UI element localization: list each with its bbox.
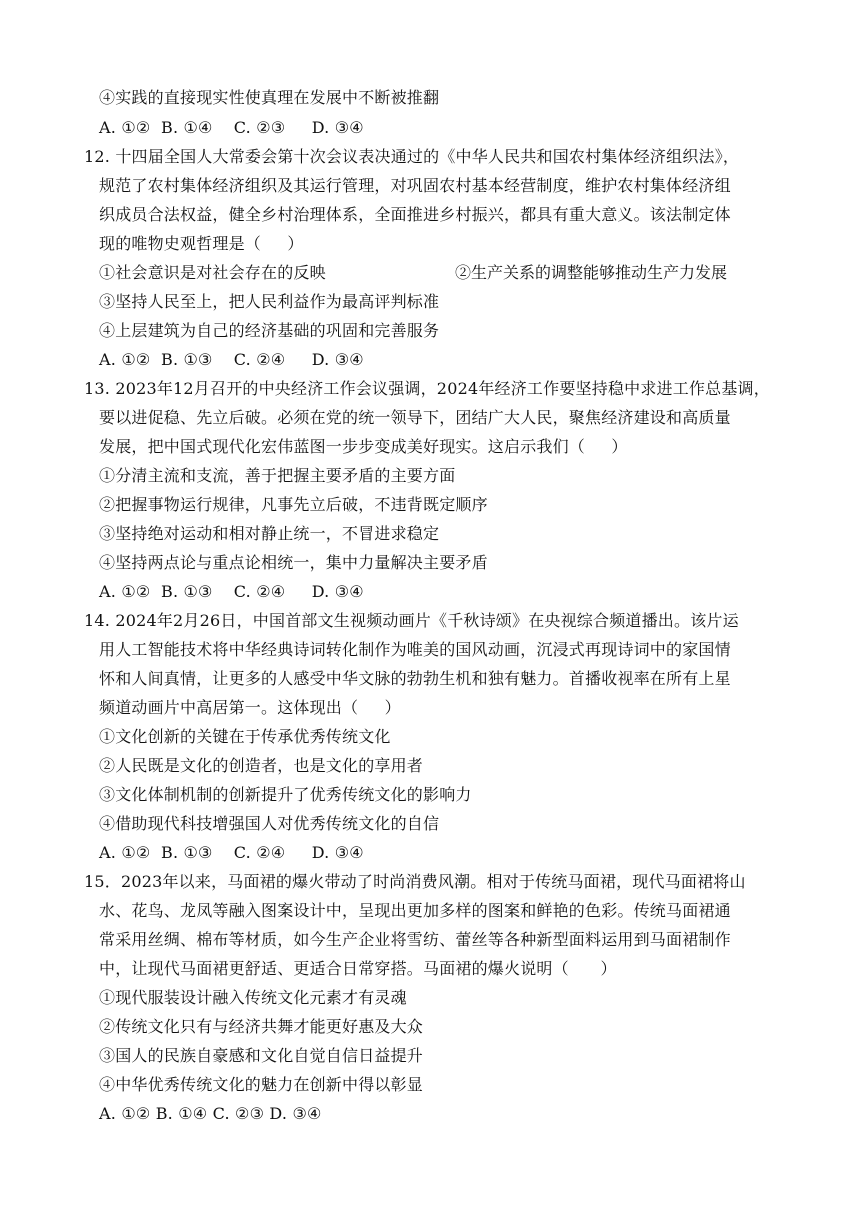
q13-answer-choices: A. ①② B. ①③ C. ②④ D. ③④ — [99, 582, 364, 601]
q15-stem-line-1: 15．2023年以来，马面裙的爆火带动了时尚消费风潮。相对于传统马面裙，现代马面裙将山 — [84, 872, 746, 891]
q14-option-2: ②人民既是文化的创造者，也是文化的享用者 — [99, 756, 424, 775]
q13-stem-line-2: 要以进促稳、先立后破。必须在党的统一领导下，团结广大人民，聚焦经济建设和高质量 — [99, 408, 731, 427]
q13-stem-line-3: 发展，把中国式现代化宏伟蓝图一步步变成美好现实。这启示我们（ ） — [99, 437, 628, 456]
q15-option-3: ③国人的民族自豪感和文化自觉自信日益提升 — [99, 1046, 424, 1065]
q12-answer-choices: A. ①② B. ①③ C. ②④ D. ③④ — [99, 350, 364, 369]
q12-option-2: ②生产关系的调整能够推动生产力发展 — [455, 263, 728, 282]
q14-option-1: ①文化创新的关键在于传承优秀传统文化 — [99, 727, 391, 746]
q14-option-4: ④借助现代科技增强国人对优秀传统文化的自信 — [99, 814, 440, 833]
q13-option-4: ④坚持两点论与重点论相统一，集中力量解决主要矛盾 — [99, 553, 488, 572]
q15-stem-line-3: 常采用丝绸、棉布等材质，如今生产企业将雪纺、蕾丝等各种新型面料运用到马面裙制作 — [99, 930, 731, 949]
q15-stem-line-2: 水、花鸟、龙凤等融入图案设计中，呈现出更加多样的图案和鲜艳的色彩。传统马面裙通 — [99, 901, 731, 920]
q12-stem-line-3: 织成员合法权益，健全乡村治理体系，全面推进乡村振兴，都具有重大意义。该法制定体 — [99, 205, 731, 224]
q12-option-1: ①社会意识是对社会存在的反映 — [99, 263, 326, 282]
q15-stem-line-4: 中，让现代马面裙更舒适、更适合日常穿搭。马面裙的爆火说明（ ） — [99, 959, 617, 978]
q14-stem-line-4: 频道动画片中高居第一。这体现出（ ） — [99, 698, 401, 717]
q15-option-2: ②传统文化只有与经济共舞才能更好惠及大众 — [99, 1017, 424, 1036]
q12-option-4: ④上层建筑为自己的经济基础的巩固和完善服务 — [99, 321, 440, 340]
q15-option-4: ④中华优秀传统文化的魅力在创新中得以彰显 — [99, 1075, 424, 1094]
q14-option-3: ③文化体制机制的创新提升了优秀传统文化的影响力 — [99, 785, 472, 804]
q15-answer-choices: A. ①② B. ①④ C. ②③ D. ③④ — [99, 1104, 322, 1123]
q12-stem-line-1: 12. 十四届全国人大常委会第十次会议表决通过的《中华人民共和国农村集体经济组织法》， — [84, 147, 740, 166]
q14-stem-line-2: 用人工智能技术将中华经典诗词转化制作为唯美的国风动画，沉浸式再现诗词中的家国情 — [99, 640, 731, 659]
q15-option-1: ①现代服装设计融入传统文化元素才有灵魂 — [99, 988, 407, 1007]
q11-option-4: ④实践的直接现实性使真理在发展中不断被推翻 — [99, 88, 440, 107]
q13-option-2: ②把握事物运行规律，凡事先立后破，不违背既定顺序 — [99, 495, 488, 514]
q12-stem-line-4: 现的唯物史观哲理是（ ） — [99, 234, 304, 253]
q11-answer-choices: A. ①② B. ①④ C. ②③ D. ③④ — [99, 118, 364, 137]
q14-stem-line-3: 怀和人间真情，让更多的人感受中华文脉的勃勃生机和独有魅力。首播收视率在所有上星 — [99, 669, 731, 688]
q13-option-1: ①分清主流和支流，善于把握主要矛盾的主要方面 — [99, 466, 456, 485]
q12-option-3: ③坚持人民至上，把人民利益作为最高评判标准 — [99, 292, 440, 311]
q13-stem-line-1: 13. 2023年12月召开的中央经济工作会议强调，2024年经济工作要坚持稳中求进工作总基调， — [84, 379, 770, 398]
q13-option-3: ③坚持绝对运动和相对静止统一，不冒进求稳定 — [99, 524, 440, 543]
q14-answer-choices: A. ①② B. ①③ C. ②④ D. ③④ — [99, 843, 364, 862]
q12-stem-line-2: 规范了农村集体经济组织及其运行管理，对巩固农村基本经营制度，维护农村集体经济组 — [99, 176, 731, 195]
q14-stem-line-1: 14. 2024年2月26日，中国首部文生视频动画片《千秋诗颂》在央视综合频道播出。该片运 — [84, 611, 739, 630]
